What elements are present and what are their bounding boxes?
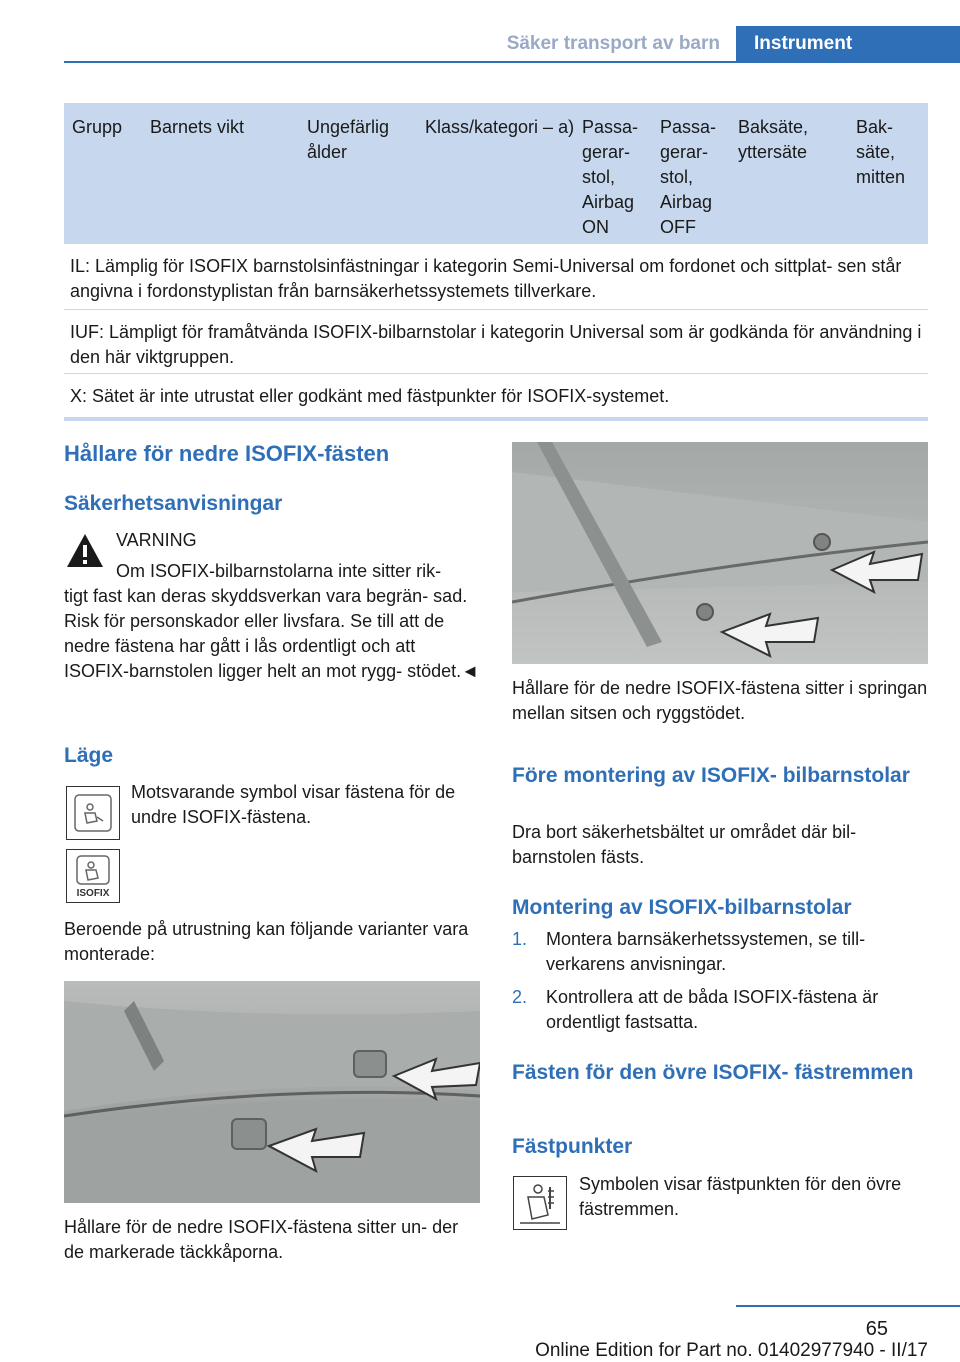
table-header-cell: Bak- säte, mitten [856,117,906,187]
list-item [512,985,928,1043]
table-header-cell: Passa- gerar- stol, Airbag OFF [660,117,717,237]
table-header-cell: Ungefärlig ålder [307,117,390,162]
before-mounting-heading: Före montering av ISOFIX- bilbarnstolar [512,764,910,787]
anchor-points-text: Symbolen visar fästpunkten för den övre fästremmen. [579,1174,902,1219]
page-header [0,0,960,62]
anchor-points-heading: Fästpunkter [512,1135,633,1158]
tether-anchor-symbol-icon [513,1176,567,1230]
step-text: Montera barnsäkerhetssystemen, se till- verkarens anvisningar. [546,929,866,974]
warning-text-first: Om ISOFIX-bilbarnstolarna inte sitter rik- [116,561,442,581]
upper-tether-heading: Fästen för den övre ISOFIX- fästremmen [512,1061,914,1084]
table-header-cell: Passa- gerar- stol, Airbag ON [582,117,639,237]
table-note-row: IL: Lämplig för ISOFIX barnstolsinfästningar i kategorin Semi-Universal om fordonet och sittplat- sen står angivna i fordonstyplistan från barnsäkerhetssystemets tillverkare. [64,243,928,309]
footer-divider [736,1305,960,1307]
table-note-row: X: Sätet är inte utrustat eller godkänt med fästpunkter för ISOFIX-systemet. [64,373,928,417]
before-mounting-text: Dra bort säkerhetsbältet ur området där bil- barnstolen fästs. [512,822,857,867]
step-number: 1. [512,929,528,949]
page-number: 65 [865,1318,888,1340]
isofix-labeled-symbol-icon [66,849,120,903]
section-title: Hållare för nedre ISOFIX-fästen [64,441,390,466]
seat-gap-photo [512,442,928,664]
table-header-cell: Baksäte, yttersäte [738,117,809,162]
photo-caption-right: Hållare för de nedre ISOFIX-fästena sitter i springan mellan sitsen och ryggstödet. [512,678,928,723]
header-divider [64,61,960,63]
warning-text: tigt fast kan deras skyddsverkan vara begrän- sad. Risk för personskador eller livsfara. Se till att de nedre fästena har gått i lås ordentligt och att ISOFIX-barnstolen ligger helt an mot rygg- stödet.◄ [64,586,480,681]
isofix-symbol-label: ISOFIX [76,888,110,899]
warning-label: VARNING [116,530,197,550]
warning-icon [65,532,105,570]
isofix-anchor-symbol-icon [66,786,120,840]
position-text: Motsvarande symbol visar fästena för de undre ISOFIX-fästena. [131,782,456,827]
table-bottom-bar [64,417,928,421]
table-header-cell: Klass/kategori – a) [425,117,575,137]
table-header-row [64,103,928,243]
photo-caption-left: Hållare för de nedre ISOFIX-fästena sitter un- der de markerade täckkåporna. [64,1217,459,1262]
variants-text: Beroende på utrustning kan följande varianter vara monterade: [64,919,469,964]
safety-heading: Säkerhetsanvisningar [64,492,283,515]
isofix-table [64,103,928,421]
step-text: Kontrollera att de båda ISOFIX-fästena är ordentligt fastsatta. [546,987,879,1032]
seat-cover-photo [64,981,480,1203]
table-note-row: IUF: Lämpligt för framåtvända ISOFIX-bilbarnstolar i kategorin Universal som är godkända för användning i den här viktgruppen. [64,309,928,373]
header-tab-instrument[interactable]: Instrument [736,26,960,62]
list-item [512,927,928,985]
table-header-cell: Barnets vikt [150,117,245,137]
mounting-steps-list [512,927,928,1043]
step-number: 2. [512,987,528,1007]
table-header-cell: Grupp [72,117,123,137]
header-section-title: Säker transport av barn [506,33,720,54]
position-heading: Läge [64,744,114,767]
mounting-heading: Montering av ISOFIX-bilbarnstolar [512,896,852,919]
edition-text: Online Edition for Part no. 01402977940 - II/17 [535,1340,928,1361]
